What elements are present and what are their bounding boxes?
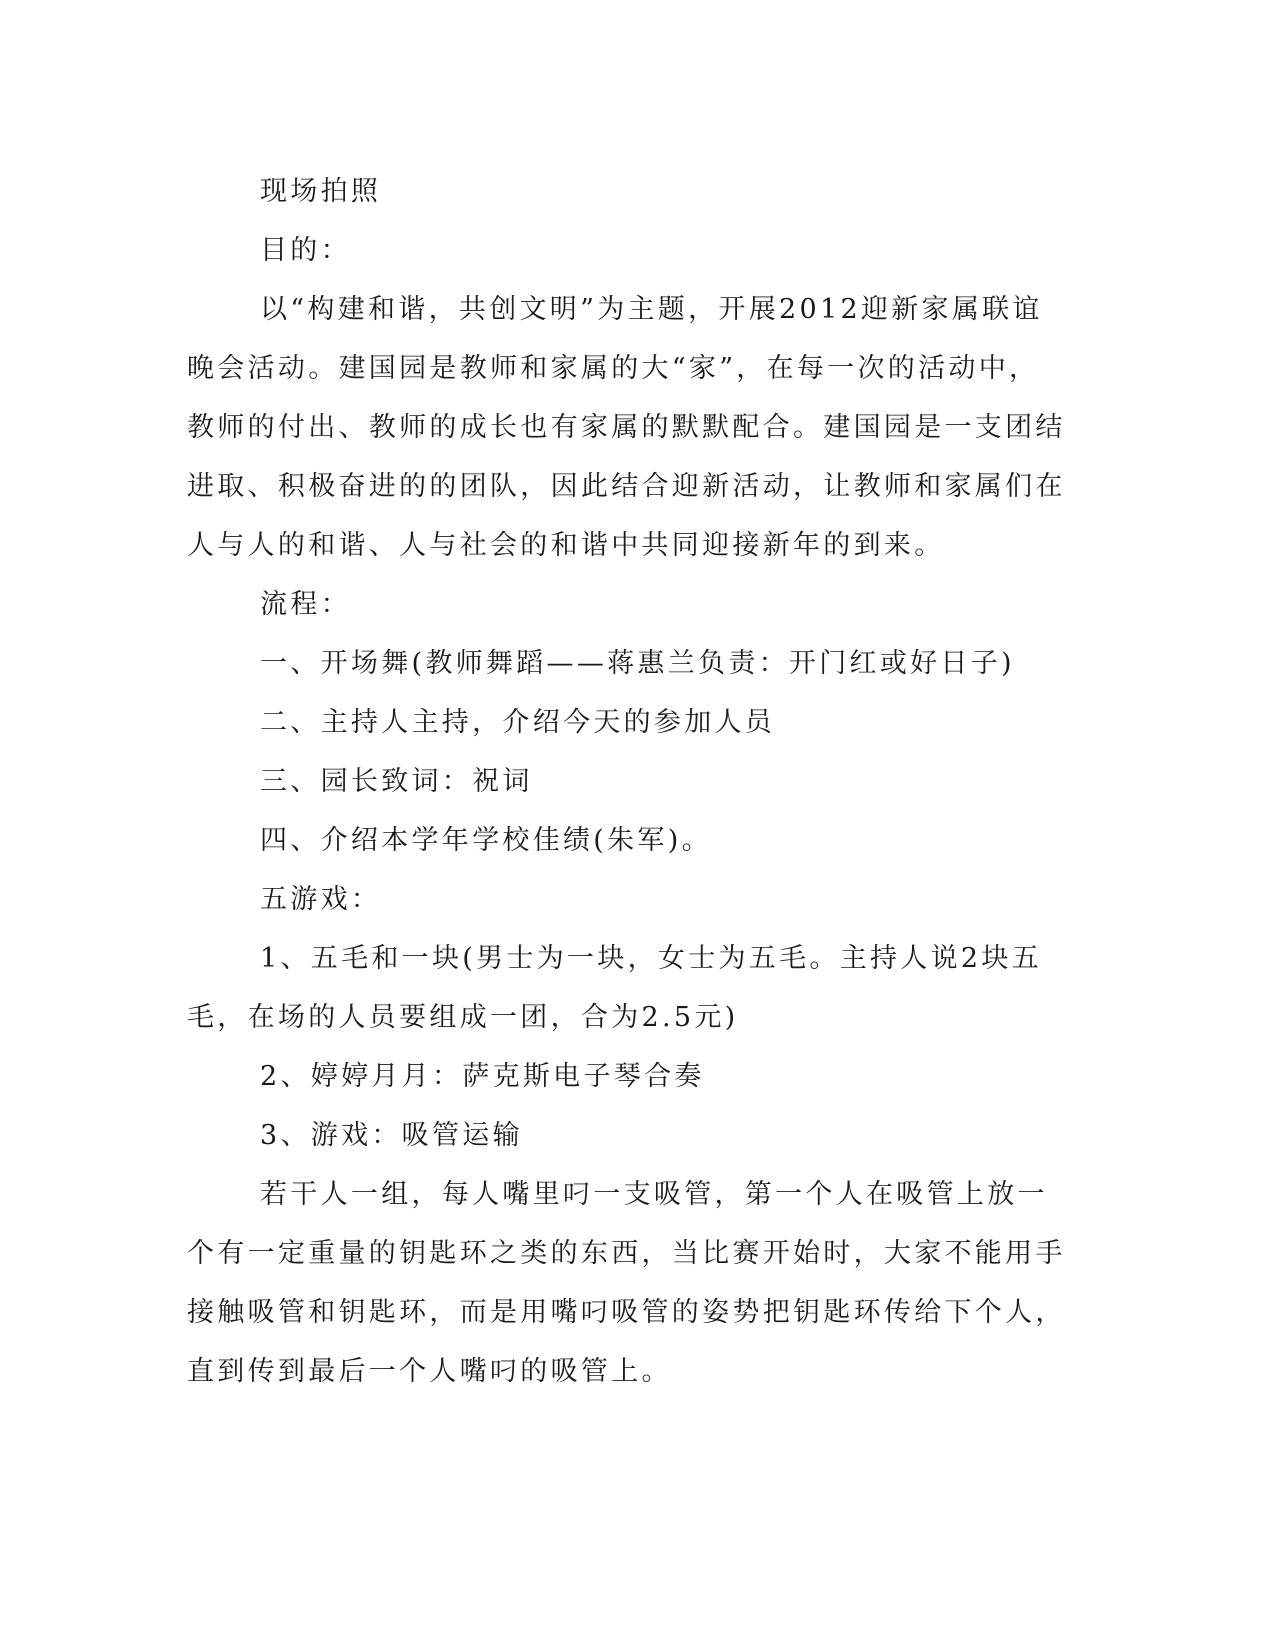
game-item-1: 1、五毛和一块(男士为一块，女士为五毛。主持人说2块五毛，在场的人员要组成一团，合为2.5元) <box>187 943 1042 1033</box>
paragraph-photo: 现场拍照 <box>260 176 382 207</box>
process-item-3: 三、园长致词：祝词 <box>260 766 533 797</box>
paragraph-purpose-heading: 目的： <box>260 235 351 266</box>
paragraph-process-heading: 流程： <box>260 589 351 620</box>
document-body <box>187 162 1067 1401</box>
process-item-1: 一、开场舞(教师舞蹈——蒋惠兰负责：开门红或好日子) <box>260 648 1015 679</box>
process-item-5: 五游戏： <box>260 884 382 915</box>
game-description: 若干人一组，每人嘴里叼一支吸管，第一个人在吸管上放一个有一定重量的钥匙环之类的东西，当比赛开始时，大家不能用手接触吸管和钥匙环，而是用嘴叼吸管的姿势把钥匙环传给下个人，直到传到最后一个人嘴叼的吸管上。 <box>187 1179 1066 1387</box>
game-item-2: 2、婷婷月月：萨克斯电子琴合奏 <box>260 1061 705 1092</box>
game-item-3: 3、游戏：吸管运输 <box>260 1120 523 1151</box>
process-item-2: 二、主持人主持，介绍今天的参加人员 <box>260 707 776 738</box>
process-item-4: 四、介绍本学年学校佳绩(朱军)。 <box>260 825 712 856</box>
paragraph-purpose-body: 以“构建和谐，共创文明”为主题，开展2012迎新家属联谊晚会活动。建国园是教师和家属的大“家”，在每一次的活动中，教师的付出、教师的成长也有家属的默默配合。建国园是一支团结进取、积极奋进的的团队，因此结合迎新活动，让教师和家属们在人与人的和谐、人与社会的和谐中共同迎接新年的到来。 <box>187 294 1066 561</box>
